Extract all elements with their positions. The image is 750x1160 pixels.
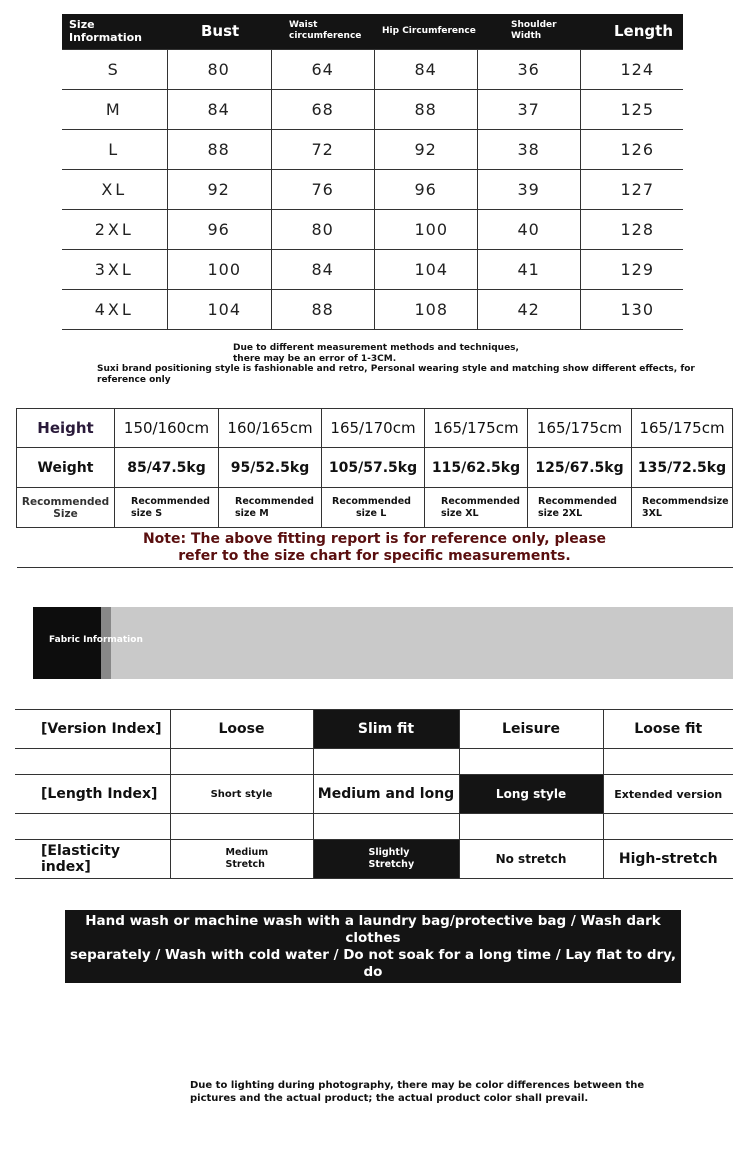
waist-value: 76 xyxy=(271,169,374,209)
waist-value: 64 xyxy=(271,49,374,89)
size-label: 2XL xyxy=(62,209,167,249)
hip-value: 100 xyxy=(374,209,477,249)
hip-value: 92 xyxy=(374,129,477,169)
bust-value: 96 xyxy=(167,209,271,249)
length-value: 130 xyxy=(580,289,683,329)
height-value: 165/175cm xyxy=(425,409,528,448)
weight-value: 135/72.5kg xyxy=(632,448,733,488)
version-index-row xyxy=(15,710,733,749)
shoulder-value: 39 xyxy=(477,169,580,209)
bust-value: 88 xyxy=(167,129,271,169)
table-row xyxy=(62,209,683,249)
bust-value: 104 xyxy=(167,289,271,329)
size-label: XL xyxy=(62,169,167,209)
bust-value: 100 xyxy=(167,249,271,289)
header-bust: Bust xyxy=(167,14,271,49)
length-value: 127 xyxy=(580,169,683,209)
elasticity-option: High-stretch xyxy=(603,840,733,879)
recommended-size-label: Recommended Size xyxy=(17,488,115,528)
table-row xyxy=(62,169,683,209)
size-label: L xyxy=(62,129,167,169)
size-label: S xyxy=(62,49,167,89)
header-size-information: Size Information xyxy=(62,14,167,49)
weight-value: 115/62.5kg xyxy=(425,448,528,488)
weight-value: 105/57.5kg xyxy=(322,448,425,488)
size-label: 4XL xyxy=(62,289,167,329)
header-shoulder: Shoulder Width xyxy=(477,14,580,49)
weight-row xyxy=(17,448,733,488)
size-chart-header xyxy=(62,14,683,49)
hip-value: 96 xyxy=(374,169,477,209)
shoulder-value: 38 xyxy=(477,129,580,169)
height-label: Height xyxy=(17,409,115,448)
table-row xyxy=(62,249,683,289)
version-option-selected: Slim fit xyxy=(313,710,459,749)
shoulder-value: 42 xyxy=(477,289,580,329)
garment-index-table xyxy=(15,709,733,879)
table-row xyxy=(62,49,683,89)
waist-value: 80 xyxy=(271,209,374,249)
elasticity-index-row xyxy=(15,840,733,879)
fabric-information-banner xyxy=(33,607,733,679)
recommended-size-value: Recommended size 2XL xyxy=(528,488,632,528)
shoulder-value: 37 xyxy=(477,89,580,129)
fit-recommendation-table xyxy=(16,408,733,568)
shoulder-value: 40 xyxy=(477,209,580,249)
height-value: 150/160cm xyxy=(115,409,219,448)
version-option: Loose xyxy=(170,710,313,749)
version-option: Loose fit xyxy=(603,710,733,749)
length-value: 125 xyxy=(580,89,683,129)
measurement-note-line-4: reference only xyxy=(97,375,171,385)
weight-label: Weight xyxy=(17,448,115,488)
hip-value: 108 xyxy=(374,289,477,329)
length-value: 124 xyxy=(580,49,683,89)
height-value: 165/175cm xyxy=(528,409,632,448)
elasticity-option: Medium Stretch xyxy=(170,840,313,879)
table-row xyxy=(62,89,683,129)
color-difference-note: Due to lighting during photography, there may be color differences between the pictures and the actual product; the actual product color shall prevail. xyxy=(190,1080,645,1104)
version-index-label: [Version Index] xyxy=(15,710,170,749)
length-option: Short style xyxy=(170,775,313,814)
height-value: 165/170cm xyxy=(322,409,425,448)
measurement-note-line-1: Due to different measurement methods and techniques, xyxy=(233,343,519,353)
length-option-selected: Long style xyxy=(459,775,603,814)
length-value: 126 xyxy=(580,129,683,169)
recommended-size-value: Recommendsize 3XL xyxy=(632,488,733,528)
hip-value: 88 xyxy=(374,89,477,129)
length-index-row xyxy=(15,775,733,814)
length-value: 128 xyxy=(580,209,683,249)
recommended-size-value: Recommended size S xyxy=(115,488,219,528)
hip-value: 104 xyxy=(374,249,477,289)
shoulder-value: 36 xyxy=(477,49,580,89)
elasticity-option-selected: Slightly Stretchy xyxy=(313,840,459,879)
height-value: 165/175cm xyxy=(632,409,733,448)
wash-instructions: Hand wash or machine wash with a laundry bag/protective bag / Wash dark clothes separately / Wash with cold water / Do not soak for a long time / Lay flat to dry, do not hang [Dry cleaning recommended, machine washing not recommended, washing methods can be checked online] xyxy=(65,910,681,983)
size-label: M xyxy=(62,89,167,129)
size-chart-table xyxy=(62,14,683,330)
waist-value: 84 xyxy=(271,249,374,289)
weight-value: 125/67.5kg xyxy=(528,448,632,488)
measurement-note-line-3: Suxi brand positioning style is fashionable and retro, Personal wearing style and matching show different effects, for xyxy=(97,364,695,374)
length-value: 129 xyxy=(580,249,683,289)
shoulder-value: 41 xyxy=(477,249,580,289)
header-length: Length xyxy=(580,14,683,49)
fitting-note-row xyxy=(17,528,733,568)
waist-value: 68 xyxy=(271,89,374,129)
height-row xyxy=(17,409,733,448)
version-option: Leisure xyxy=(459,710,603,749)
recommended-size-value: Recommended size L xyxy=(322,488,425,528)
spacer-row xyxy=(15,814,733,840)
spacer-row xyxy=(15,749,733,775)
weight-value: 85/47.5kg xyxy=(115,448,219,488)
header-hip: Hip Circumference xyxy=(374,14,477,49)
recommended-size-value: Recommended size M xyxy=(219,488,322,528)
weight-value: 95/52.5kg xyxy=(219,448,322,488)
height-value: 160/165cm xyxy=(219,409,322,448)
recommended-size-value: Recommended size XL xyxy=(425,488,528,528)
length-index-label: [Length Index] xyxy=(15,775,170,814)
fabric-information-label: Fabric Information xyxy=(49,635,143,645)
table-row xyxy=(62,129,683,169)
length-option: Extended version xyxy=(603,775,733,814)
bust-value: 84 xyxy=(167,89,271,129)
recommended-size-row xyxy=(17,488,733,528)
length-option: Medium and long xyxy=(313,775,459,814)
bust-value: 92 xyxy=(167,169,271,209)
waist-value: 88 xyxy=(271,289,374,329)
hip-value: 84 xyxy=(374,49,477,89)
bust-value: 80 xyxy=(167,49,271,89)
measurement-note-line-2: there may be an error of 1-3CM. xyxy=(233,354,397,364)
elasticity-option: No stretch xyxy=(459,840,603,879)
fitting-note: Note: The above fitting report is for reference only, please refer to the size chart for specific measurements. xyxy=(17,528,733,568)
header-waist: Waist circumference xyxy=(271,14,374,49)
size-label: 3XL xyxy=(62,249,167,289)
elasticity-index-label: [Elasticity index] xyxy=(15,840,170,879)
waist-value: 72 xyxy=(271,129,374,169)
table-row xyxy=(62,289,683,329)
